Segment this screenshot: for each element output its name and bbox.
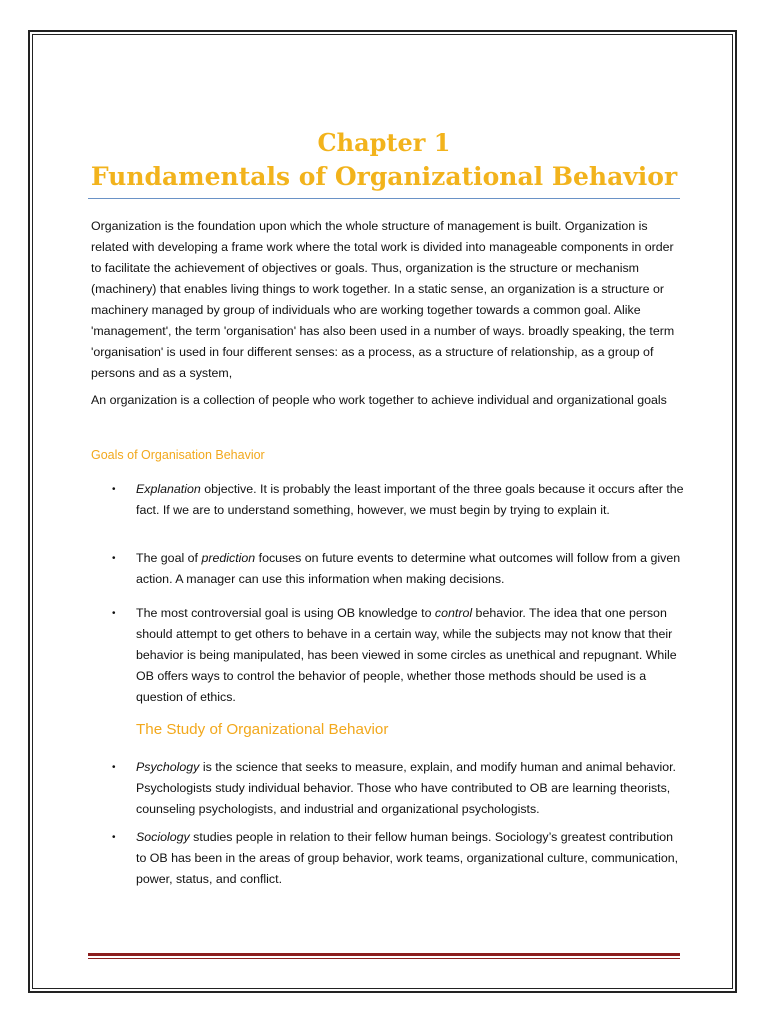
study-heading: The Study of Organizational Behavior <box>136 721 389 738</box>
emphasis: control <box>434 606 473 620</box>
list-item: • The most controversial goal is using OB knowledge to control behavior. The idea that one person should attempt to get others to behave in a certain way, while the subjects may not know that their behavior is being manipulated, has been viewed in some circles as unethical and repugnant. While OB offers ways to control the behavior of people, whether those methods should be used is a question of ethics. <box>112 603 686 708</box>
bullet-icon: • <box>112 608 116 619</box>
list-item: • Psychology is the science that seeks to measure, explain, and modify human and animal behavior. Psychologists study individual behavior. Those who have contributed to OB are learning theorists, counseling psychologists, and industrial and organizational psychologists. <box>112 757 686 827</box>
list-item: • Explanation objective. It is probably the least important of the three goals because it occurs after the fact. If we are to understand something, however, we must begin by trying to explain it. <box>112 479 686 548</box>
intro-paragraph-2: An organization is a collection of people who work together to achieve individual and organizational goals <box>91 393 667 407</box>
list-item: • Sociology studies people in relation to their fellow human beings. Sociology’s greatest contribution to OB has been in the areas of group behavior, work teams, organizational culture, communication, power, status, and conflict. <box>112 827 686 890</box>
chapter-number: Chapter 1 <box>317 128 451 157</box>
goals-list <box>112 479 686 708</box>
bullet-icon: • <box>112 553 116 564</box>
list-item: • The goal of prediction focuses on future events to determine what outcomes will follow from a given action. A manager can use this information when making decisions. <box>112 548 686 603</box>
emphasis: prediction <box>201 551 256 565</box>
footer-rule-thick <box>88 953 680 956</box>
footer-rule-thin <box>88 958 680 959</box>
emphasis: Sociology <box>136 830 190 844</box>
bullet-icon: • <box>112 762 116 773</box>
bullet-icon: • <box>112 484 116 495</box>
study-list <box>112 757 686 890</box>
chapter-title: Fundamentals of Organizational Behavior <box>90 162 678 191</box>
bullet-icon: • <box>112 832 116 843</box>
emphasis: Psychology <box>136 760 200 774</box>
emphasis: Explanation <box>136 482 201 496</box>
title-divider <box>88 198 680 199</box>
intro-paragraph-1: Organization is the foundation upon which the whole structure of management is built. Organization is related with developing a frame work where the total work is divided into manageable components in order to facilitate the achievement of objectives or goals. Thus, organization is the structure or mechanism (machinery) that enables living things to work together. In a static sense, an organization is a structure or machinery managed by group of individuals who are working together towards a common goal. Alike 'management', the term 'organisation' has also been used in a number of ways. broadly speaking, the term 'organisation' is used in four different senses: as a process, as a structure of relationship, as a group of persons and as a system, <box>91 219 675 380</box>
goals-heading: Goals of Organisation Behavior <box>91 448 265 462</box>
